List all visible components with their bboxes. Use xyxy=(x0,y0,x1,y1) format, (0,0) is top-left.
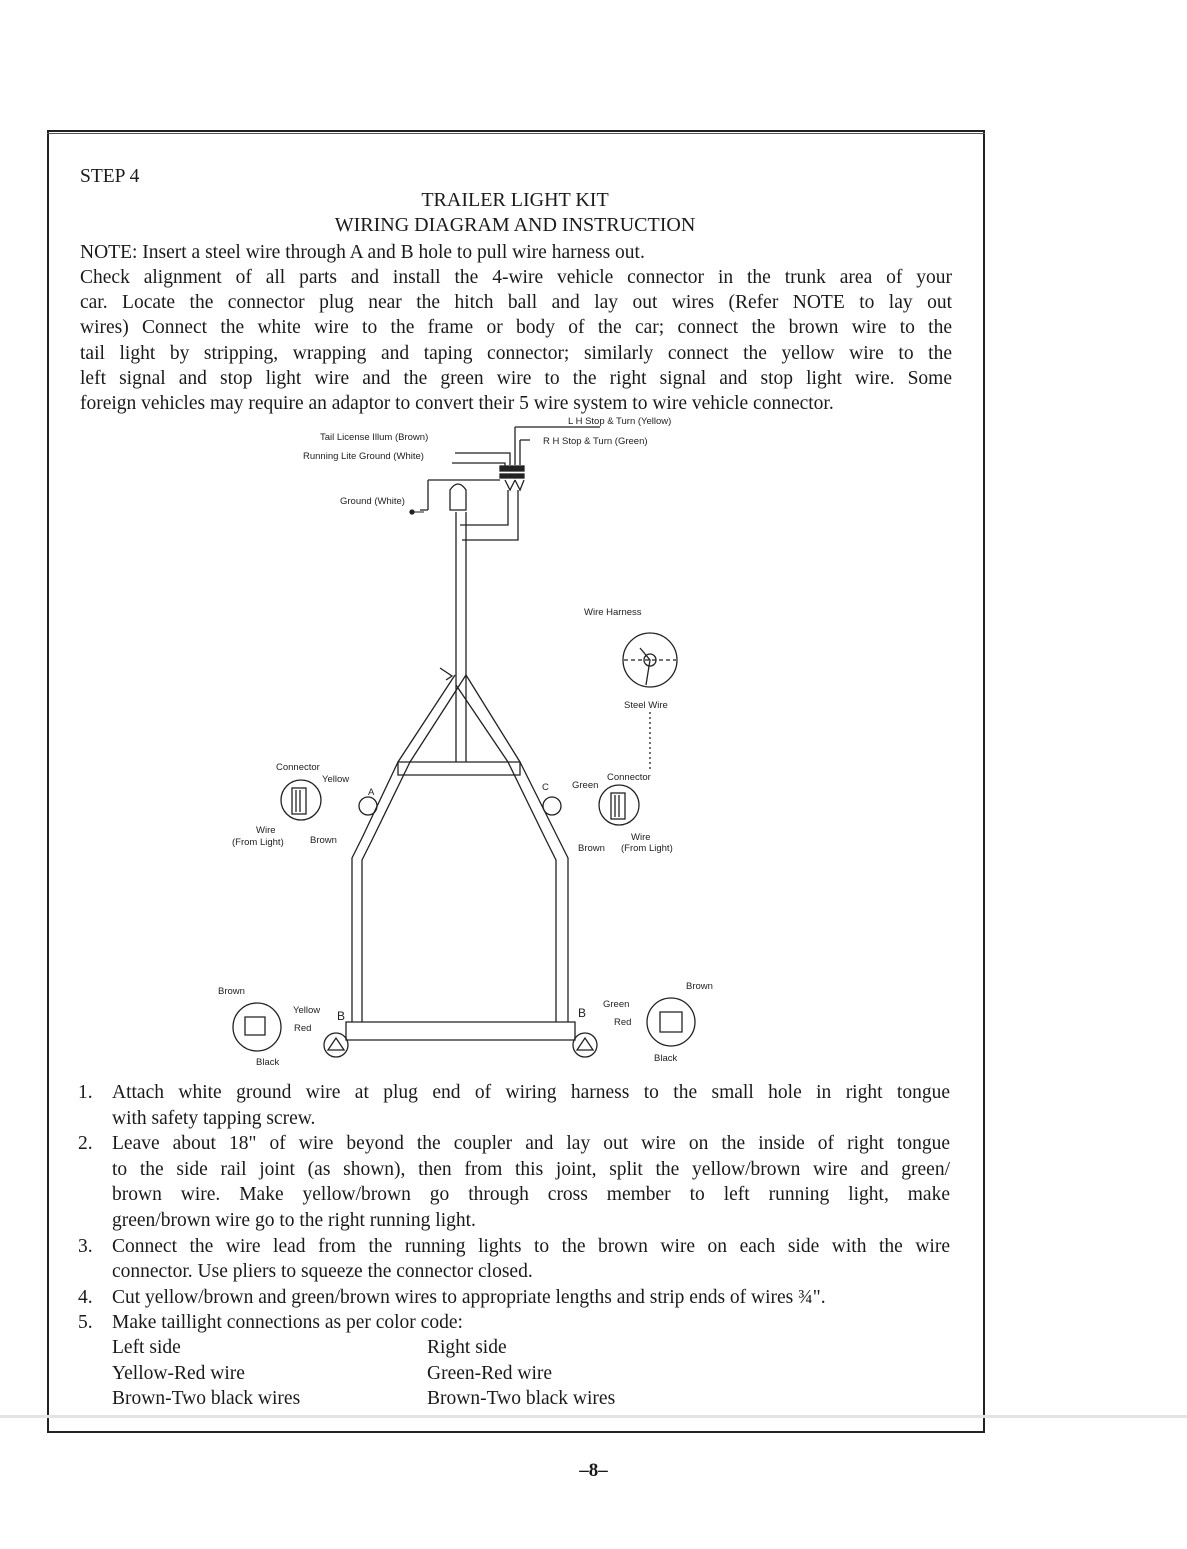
rear-bumper xyxy=(346,1022,575,1040)
label-lh-stop: L H Stop & Turn (Yellow) xyxy=(568,416,672,427)
left-side-row: Brown-Two black wires xyxy=(112,1388,301,1410)
intro-line: car. Locate the connector plug near the hitch ball and lay out wires (Refer NOTE to lay out xyxy=(80,292,952,314)
left-connector-body xyxy=(292,788,306,814)
label-lr-brown: Brown xyxy=(686,981,713,992)
left-frame-rail xyxy=(352,675,466,1022)
right-frame-rail xyxy=(456,675,568,1022)
left-tail-light-lens xyxy=(328,1038,344,1050)
step-number: 5. xyxy=(78,1312,93,1334)
label-right-from-light: (From Light) xyxy=(621,843,673,854)
label-rh-stop: R H Stop & Turn (Green) xyxy=(543,436,648,447)
right-connector-body xyxy=(611,793,625,819)
ground-screw-head xyxy=(410,510,414,514)
mark-b-left: B xyxy=(337,1009,346,1023)
tongue-wire-arrow xyxy=(440,668,452,680)
page-title: TRAILER LIGHT KIT xyxy=(421,189,609,211)
right-taillight-socket xyxy=(660,1012,682,1032)
label-ll-black: Black xyxy=(256,1057,280,1068)
page-number: –8– xyxy=(579,1460,608,1481)
label-right-green: Green xyxy=(572,780,599,791)
mark-b-right: B xyxy=(578,1006,587,1020)
note-text: NOTE: Insert a steel wire through A and B hole to pull wire harness out. xyxy=(80,242,645,263)
step-line: Cut yellow/brown and green/brown wires to appropriate lengths and strip ends of wires ¾". xyxy=(112,1286,826,1308)
step-number: 3. xyxy=(78,1235,93,1257)
left-side-header: Left side xyxy=(112,1337,181,1358)
label-left-from-light: (From Light) xyxy=(232,837,284,848)
plug-top xyxy=(500,466,524,471)
step-line: brown wire. Make yellow/brown go through cross member to left running light, make xyxy=(112,1184,950,1206)
right-side-row: Brown-Two black wires xyxy=(427,1388,616,1410)
label-right-connector: Connector xyxy=(607,772,651,783)
label-left-yellow: Yellow xyxy=(322,774,350,785)
list-item xyxy=(78,1080,950,1131)
label-right-wire: Wire xyxy=(631,832,651,843)
list-item xyxy=(78,1285,950,1311)
rh-wire-lead xyxy=(520,440,530,465)
step-number: 4. xyxy=(78,1286,93,1308)
ground-wire-lead xyxy=(452,463,505,468)
coupler xyxy=(450,484,466,510)
step-line: Attach white ground wire at plug end of wiring harness to the small hole in right tongue xyxy=(112,1082,950,1103)
tongue xyxy=(456,512,466,762)
scan-artifact xyxy=(0,1415,1187,1418)
step-line: Make taillight connections as per color code: xyxy=(112,1312,463,1334)
right-tail-light-lens xyxy=(577,1038,593,1050)
mark-c: C xyxy=(542,782,549,793)
instruction-steps xyxy=(78,1080,950,1336)
right-taillight-detail xyxy=(647,998,695,1046)
step-line: connector. Use pliers to squeeze the connector closed. xyxy=(112,1261,533,1283)
left-side-row: Yellow-Red wire xyxy=(112,1362,245,1384)
left-taillight-detail xyxy=(233,1003,281,1051)
mark-a: A xyxy=(368,787,375,798)
left-side-light xyxy=(359,797,377,815)
intro-line: tail light by stripping, wrapping and taping connector; similarly connect the yellow wire to the xyxy=(80,342,952,364)
left-side-column xyxy=(112,1335,300,1412)
left-tail-light xyxy=(324,1033,348,1057)
intro-line: left signal and stop light wire and the green wire to the right signal and stop light wire. Some xyxy=(80,367,952,389)
intro-line: foreign vehicles may require an adaptor to convert their 5 wire system to wire vehicle connector. xyxy=(80,392,834,414)
intro-line: Check alignment of all parts and install the 4-wire vehicle connector in the trunk area of your xyxy=(80,267,952,288)
label-left-connector: Connector xyxy=(276,762,320,773)
right-connector-wires xyxy=(615,795,619,817)
step-line: green/brown wire go to the right running light. xyxy=(112,1209,476,1231)
label-lr-red: Red xyxy=(614,1017,632,1028)
list-item xyxy=(78,1310,950,1336)
right-side-row: Green-Red wire xyxy=(427,1362,553,1384)
label-running-ground: Running Lite Ground (White) xyxy=(303,451,424,462)
label-ll-yellow: Yellow xyxy=(293,1005,321,1016)
step-label: STEP 4 xyxy=(80,166,140,187)
label-ground-white: Ground (White) xyxy=(340,496,405,507)
plug-bottom xyxy=(500,474,524,478)
label-left-wire: Wire xyxy=(256,825,276,836)
label-ll-brown: Brown xyxy=(218,986,245,997)
right-side-light xyxy=(543,797,561,815)
step-line: Leave about 18" of wire beyond the coupler and lay out wire on the inside of right tongue xyxy=(112,1133,950,1155)
intro-line: wires) Connect the white wire to the frame or body of the car; connect the brown wire to the xyxy=(80,317,952,339)
list-item xyxy=(78,1131,950,1233)
harness-wire xyxy=(460,490,518,540)
right-tail-light xyxy=(573,1033,597,1057)
plug-pins xyxy=(505,480,524,490)
list-item xyxy=(78,1234,950,1285)
step-line: with safety tapping screw. xyxy=(112,1107,316,1129)
label-steel-wire: Steel Wire xyxy=(624,700,668,711)
right-side-header: Right side xyxy=(427,1337,507,1358)
label-left-brown: Brown xyxy=(310,835,337,846)
label-lr-black: Black xyxy=(654,1053,678,1064)
step-number: 1. xyxy=(78,1082,93,1103)
cross-member xyxy=(398,762,520,775)
label-right-brown: Brown xyxy=(578,843,605,854)
left-connector-wires xyxy=(296,790,300,812)
label-wire-harness: Wire Harness xyxy=(584,607,642,618)
right-side-column xyxy=(427,1335,615,1412)
label-ll-red: Red xyxy=(294,1023,312,1034)
step-line: to the side rail joint (as shown), then from this joint, split the yellow/brown wire and green/ xyxy=(112,1158,950,1180)
left-taillight-socket xyxy=(245,1017,265,1035)
label-lr-green: Green xyxy=(603,999,630,1010)
page-subtitle: WIRING DIAGRAM AND INSTRUCTION xyxy=(334,214,696,236)
step-line: Connect the wire lead from the running lights to the brown wire on each side with the wire xyxy=(112,1235,950,1257)
step-number: 2. xyxy=(78,1133,93,1155)
label-tail-license: Tail License Illum (Brown) xyxy=(320,432,429,443)
